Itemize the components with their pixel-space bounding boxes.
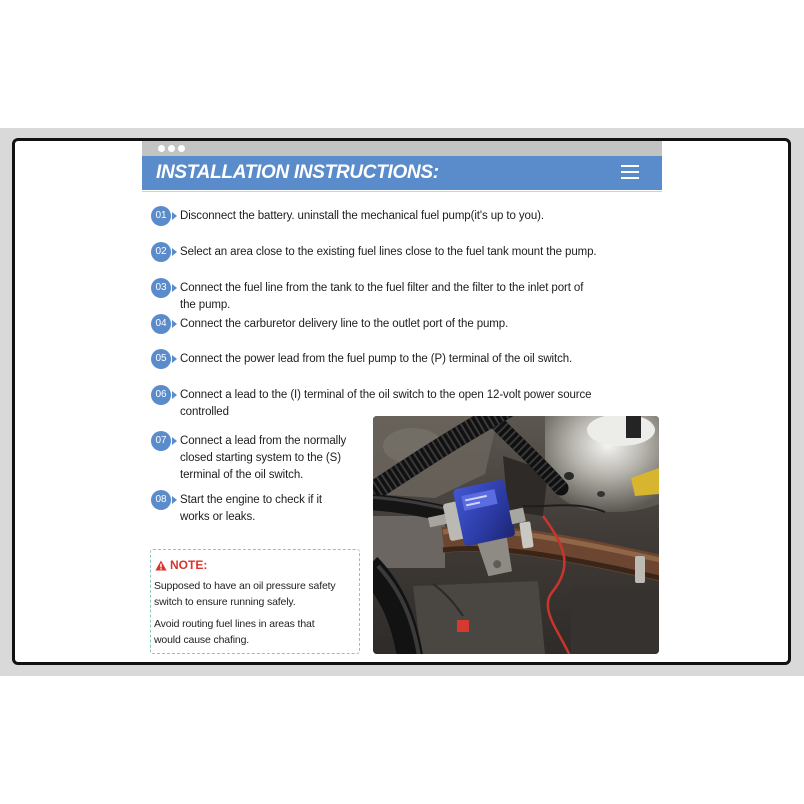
step-text: [180, 208, 544, 225]
note-text-line: Supposed to have an oil pressure safety: [154, 580, 336, 592]
step-text-line: Connect the carburetor delivery line to the outlet port of the pump.: [180, 317, 509, 330]
menu-line: [621, 165, 639, 167]
note-item: [154, 578, 336, 610]
step-number-badge: 03: [151, 278, 171, 298]
step-number-badge: 05: [151, 349, 171, 369]
oil-filter-housing: [545, 416, 659, 512]
step-text: [180, 351, 572, 368]
dot-icon: [178, 145, 185, 152]
hamburger-menu-icon[interactable]: [621, 165, 639, 179]
step-text-line: Select an area close to the existing fuel lines close to the fuel tank mount the pump.: [180, 245, 597, 258]
step-text-line: Connect a lead to the (I) terminal of the oil switch to the open 12-volt power source: [180, 388, 592, 401]
dot-icon: [158, 145, 165, 152]
note-item: [154, 616, 314, 648]
step-text-line: Start the engine to check if it: [180, 493, 323, 506]
menu-line: [621, 177, 639, 179]
step-text-line: controlled: [180, 405, 229, 418]
step-number-badge: 08: [151, 490, 171, 510]
warning-icon: [155, 560, 167, 571]
step-text-line: closed starting system to the (S): [180, 451, 341, 464]
step-number-badge: 01: [151, 206, 171, 226]
engine-photo: [373, 416, 659, 654]
step-text-line: the pump.: [180, 298, 231, 311]
step-text-line: Disconnect the battery. uninstall the mechanical fuel pump(it's up to you).: [180, 209, 544, 222]
dot-icon: [168, 145, 175, 152]
note-text-line: switch to ensure running safely.: [154, 596, 296, 608]
note-text-line: Avoid routing fuel lines in areas that: [154, 618, 315, 630]
window-bar: [142, 141, 662, 156]
page-title: INSTALLATION INSTRUCTIONS:: [156, 162, 439, 183]
step-text-line: works or leaks.: [180, 510, 256, 523]
step-number-badge: 04: [151, 314, 171, 334]
step-text-line: Connect the fuel line from the tank to the fuel filter and the filter to the inlet port of: [180, 281, 584, 294]
step-text: [180, 316, 508, 333]
step-text: [180, 244, 597, 261]
step-number-badge: 07: [151, 431, 171, 451]
page-header: [142, 156, 662, 190]
menu-line: [621, 171, 639, 173]
red-connector: [457, 620, 469, 632]
step-number-badge: 06: [151, 385, 171, 405]
step-text-line: terminal of the oil switch.: [180, 468, 304, 481]
engine-fuel-pump-photo: [373, 416, 659, 654]
step-text-line: Connect a lead from the normally: [180, 434, 347, 447]
note-title: NOTE:: [170, 558, 208, 572]
note-text-line: would cause chafing.: [154, 634, 250, 646]
step-number-badge: 02: [151, 242, 171, 262]
step-text: [180, 492, 322, 526]
note-box: [150, 549, 360, 654]
step-text-line: Connect the power lead from the fuel pump to the (P) terminal of the oil switch.: [180, 352, 573, 365]
three-dots-icon[interactable]: [158, 145, 188, 152]
step-text: [180, 280, 583, 314]
step-text: [180, 433, 346, 484]
note-header: [155, 558, 207, 572]
